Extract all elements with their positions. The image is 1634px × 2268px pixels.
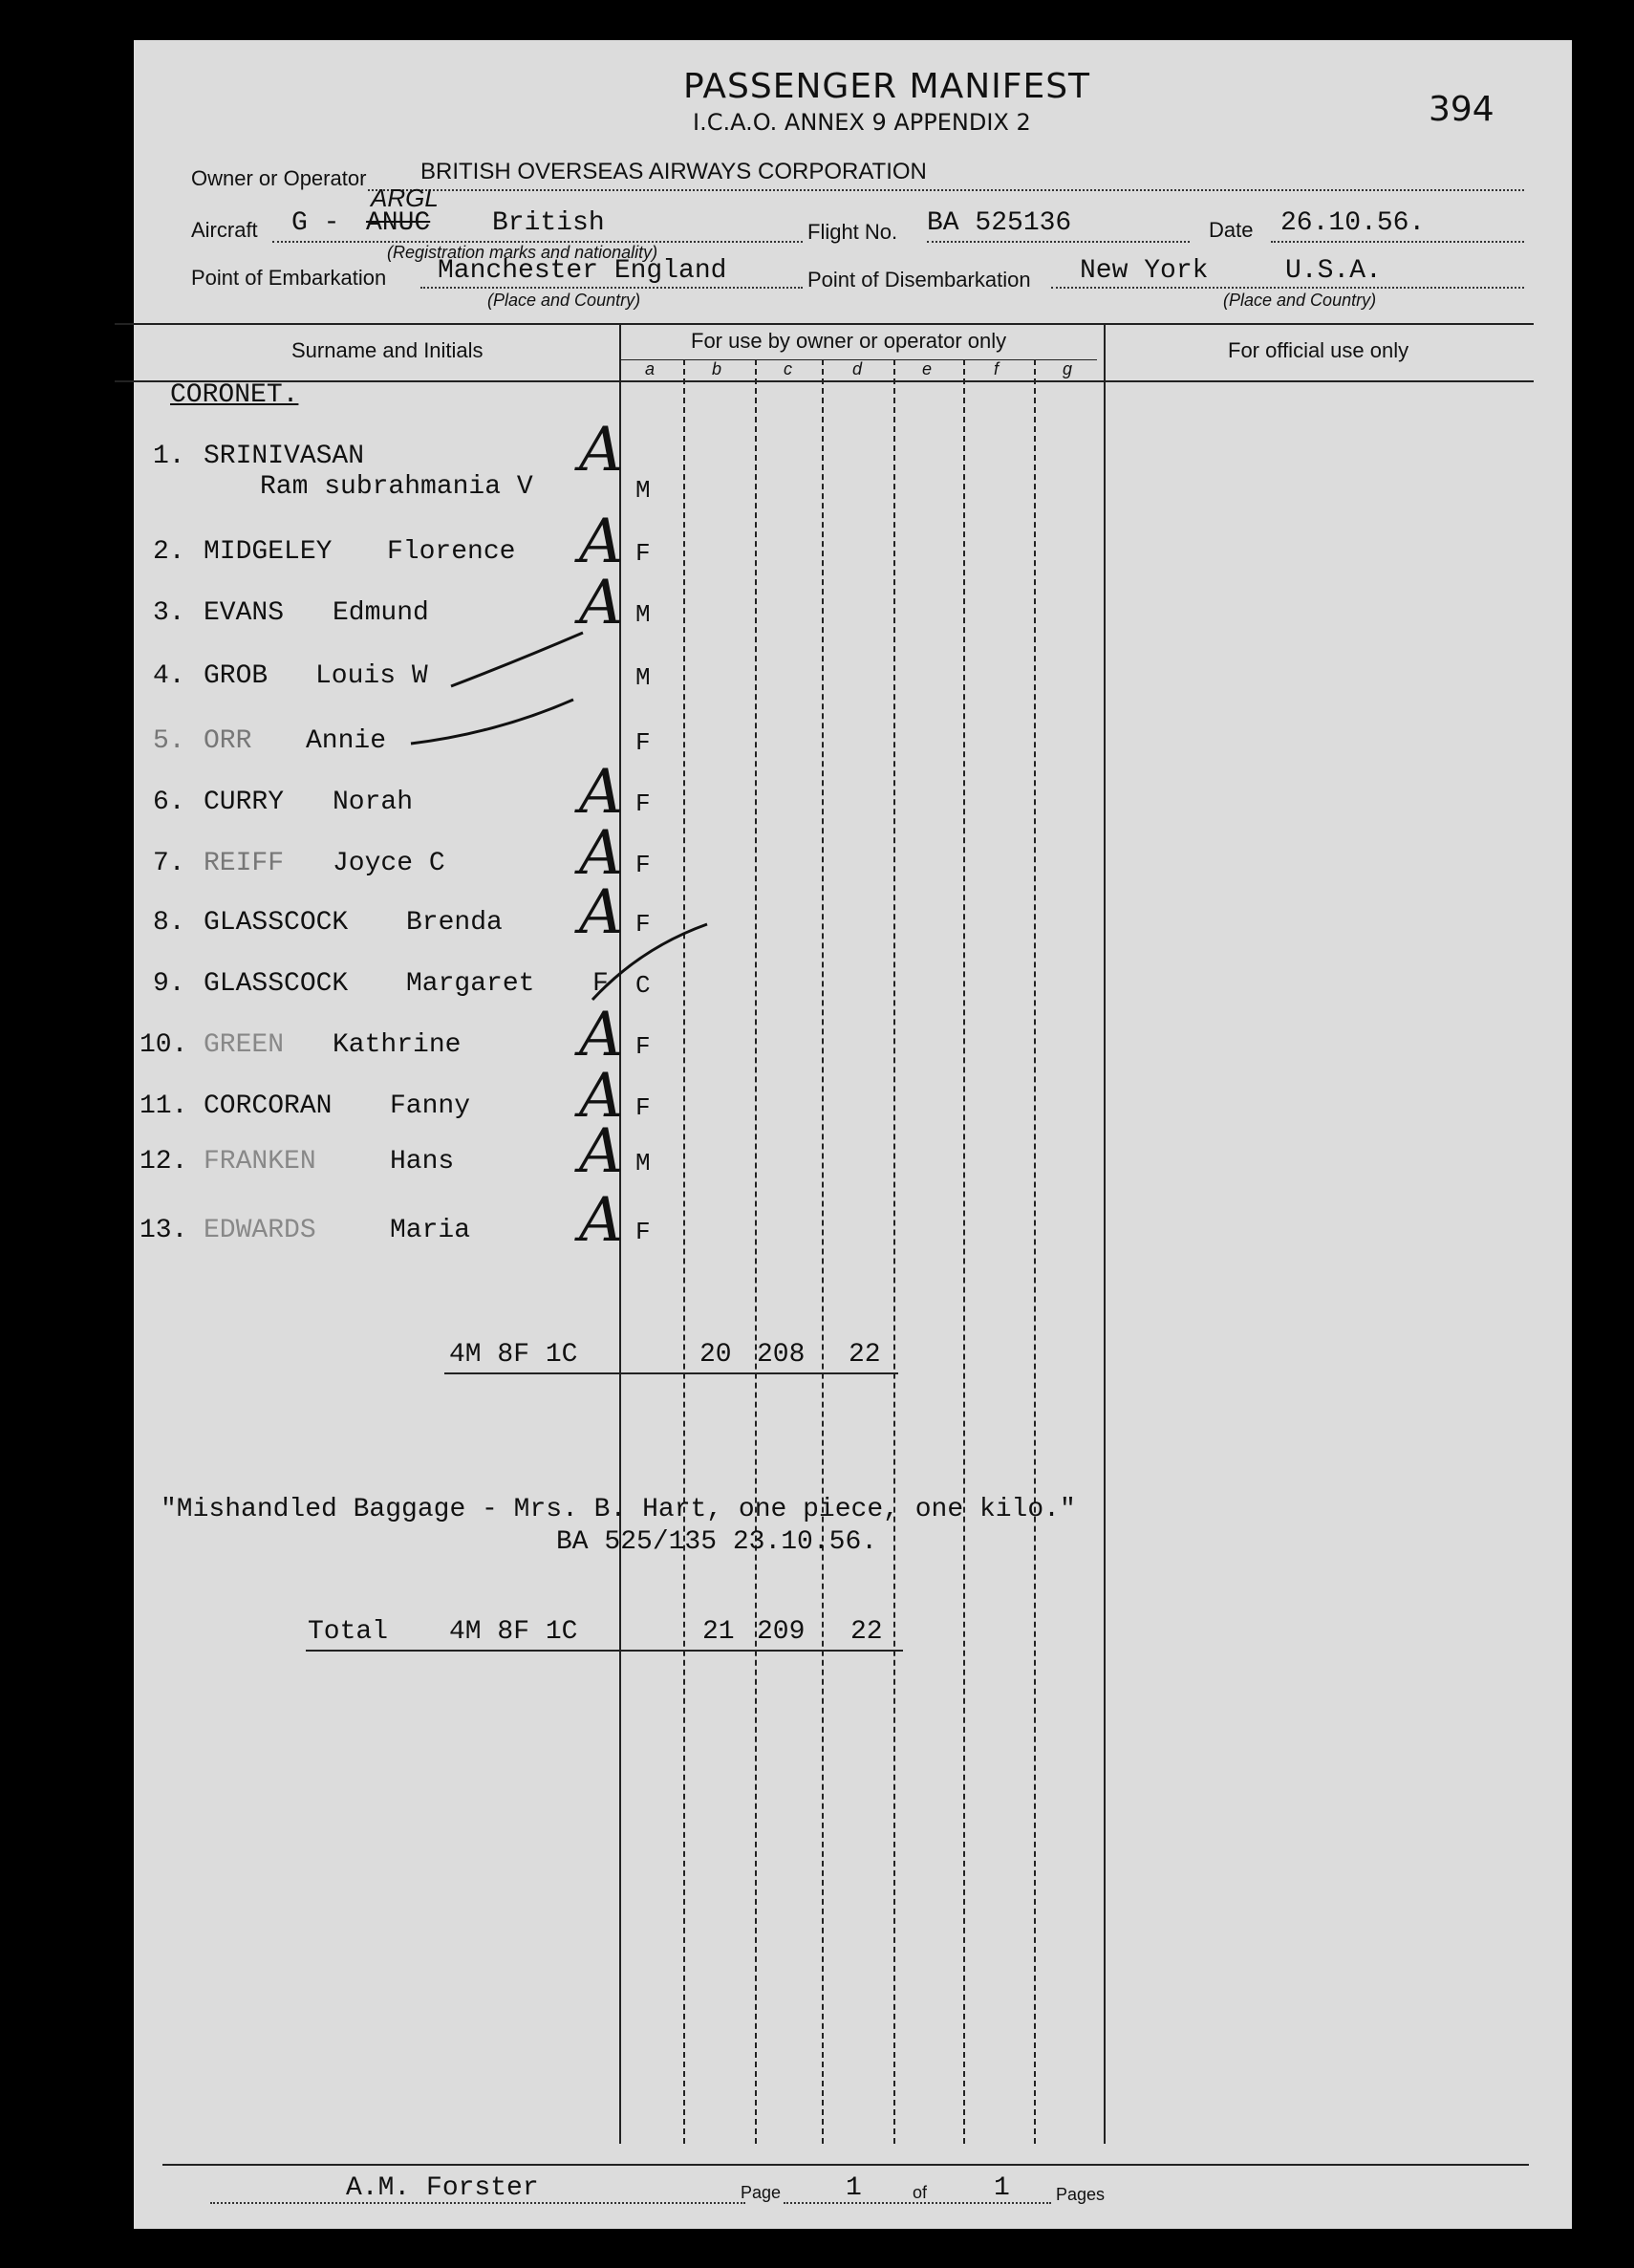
passenger-given: Brenda [406,908,503,938]
date-dotline [1271,241,1524,243]
row-number: 3. [153,598,185,628]
passenger-surname: MIDGELEY [204,537,333,567]
passenger-given: Margaret [406,969,535,999]
passenger-code: F [635,789,651,818]
struck-letter: F [592,969,609,999]
row-number: 7. [153,849,185,878]
baggage-note: "Mishandled Baggage - Mrs. B. Hart, one piece, one kilo." [161,1495,1076,1524]
date-label: Date [1209,218,1254,242]
total-d: 22 [850,1617,883,1647]
col-divider-g [1034,359,1036,2144]
strike-line-row-4 [451,633,583,686]
row-number: 12. [140,1147,188,1177]
approval-mark: A [579,1000,624,1070]
manifest-sheet [134,40,1572,2229]
approval-mark: A [579,415,624,486]
passenger-given: Maria [390,1216,471,1245]
passenger-surname: REIFF [204,849,285,878]
passenger-code: C [635,971,651,1000]
passenger-code: F [635,1093,651,1122]
approval-mark: A [579,1185,624,1256]
footer-pages-label: Pages [1056,2185,1106,2204]
subcol-b: b [712,359,722,378]
footer-of-label: of [913,2183,928,2202]
row-number: 4. [153,661,185,691]
subtotal-b: 20 [699,1340,732,1370]
page-number: 394 [1429,90,1494,129]
subtotal-summary: 4M 8F 1C [449,1340,578,1370]
passenger-given: Annie [306,726,387,756]
approval-mark: A [579,877,624,948]
registration-note: (Registration marks and nationality) [387,243,658,262]
approval-mark: A [579,1116,624,1187]
disembark-country: U.S.A. [1285,256,1382,286]
subtotal-d: 22 [849,1340,881,1370]
row-number: 5. [153,726,185,756]
passenger-surname: SRINIVASAN [204,442,365,471]
total-c: 209 [757,1617,806,1647]
subcol-a: a [645,359,656,378]
approval-mark: A [579,1061,624,1132]
row-number: 13. [140,1216,188,1245]
passenger-given: Ram subrahmania V [260,472,533,502]
passenger-code: M [635,1149,651,1177]
manifest-subtitle: I.C.A.O. ANNEX 9 APPENDIX 2 [693,109,1031,136]
passenger-code: F [635,910,651,939]
passenger-given: Hans [390,1147,455,1177]
row-number: 10. [140,1030,188,1060]
row-number: 2. [153,537,185,567]
passenger-surname: ORR [204,726,252,756]
passenger-given: Kathrine [333,1030,462,1060]
row-number: 8. [153,908,185,938]
subcol-c: c [784,359,792,378]
group-name: CORONET. [170,380,299,410]
baggage-ref: BA 525/135 23.10.56. [556,1527,878,1557]
aircraft-struck: ANUC [366,208,431,238]
signatory-dotline [210,2202,745,2204]
passenger-surname: GREEN [204,1030,285,1060]
passenger-surname: GLASSCOCK [204,969,349,999]
flight-dotline [927,241,1190,243]
date-value: 26.10.56. [1280,208,1426,238]
passenger-given: Louis W [315,661,428,691]
owner-value: BRITISH OVERSEAS AIRWAYS CORPORATION [420,159,927,184]
col-surname-header: Surname and Initials [291,338,484,362]
subcol-g: g [1063,359,1073,378]
footer-of-value: 1 [994,2173,1010,2203]
approval-mark: A [579,568,624,638]
passenger-surname: CORCORAN [204,1091,333,1121]
subcol-f: f [994,359,1000,378]
total-label: Total [308,1617,389,1647]
embark-value: Manchester England [438,256,727,286]
subtotal-c: 208 [757,1340,806,1370]
passenger-surname: FRANKEN [204,1147,316,1177]
passenger-surname: GROB [204,661,269,691]
aircraft-correction: ARGL [371,184,439,212]
passenger-given: Edmund [333,598,429,628]
passenger-surname: GLASSCOCK [204,908,349,938]
passenger-surname: EDWARDS [204,1216,316,1245]
footer-page-dotline [784,2202,1051,2204]
footer-page-value: 1 [846,2173,862,2203]
disembark-note: (Place and Country) [1223,291,1377,310]
passenger-code: M [635,476,651,505]
aircraft-label: Aircraft [191,218,258,242]
passenger-code: F [635,539,651,568]
owner-label: Owner or Operator [191,166,367,190]
strike-line-row-5 [411,700,573,744]
passenger-code: M [635,600,651,629]
embark-label: Point of Embarkation [191,266,387,290]
col-official-header: For official use only [1228,338,1409,362]
col-divider-official [1104,323,1106,2144]
col-owner-header: For use by owner or operator only [691,329,1007,353]
disembark-label: Point of Disembarkation [807,268,1031,292]
total-b: 21 [702,1617,735,1647]
total-summary: 4M 8F 1C [449,1617,578,1647]
subtotal-rule [444,1372,898,1374]
footer-rule [162,2164,1529,2166]
col-divider-e [893,359,895,2144]
approval-mark: A [579,757,624,828]
passenger-code: F [635,728,651,757]
approval-mark: A [579,507,624,577]
row-number: 11. [140,1091,188,1121]
disembark-city: New York [1080,256,1209,286]
passenger-given: Florence [387,537,516,567]
passenger-code: F [635,1218,651,1246]
passenger-given: Norah [333,788,414,817]
row-number: 1. [153,442,185,471]
subcol-e: e [922,359,933,378]
approval-mark: A [579,818,624,889]
row-number: 9. [153,969,185,999]
signatory: A.M. Forster [346,2173,539,2203]
col-divider-f [963,359,965,2144]
passenger-given: Joyce C [333,849,445,878]
passenger-given: Fanny [390,1091,471,1121]
passenger-code: F [635,1032,651,1061]
passenger-code: M [635,663,651,692]
row-number: 6. [153,788,185,817]
footer-page-label: Page [741,2183,782,2202]
manifest-title: PASSENGER MANIFEST [683,67,1091,106]
flight-value: BA 525136 [927,208,1072,238]
passenger-surname: CURRY [204,788,285,817]
aircraft-nationality: British [492,208,605,238]
aircraft-prefix: G - [291,208,340,238]
embark-note: (Place and Country) [487,291,641,310]
subcol-d: d [852,359,863,378]
disembark-dotline [1051,287,1524,289]
flight-label: Flight No. [807,220,898,244]
passenger-surname: EVANS [204,598,285,628]
passenger-code: F [635,851,651,879]
total-rule [306,1650,903,1652]
